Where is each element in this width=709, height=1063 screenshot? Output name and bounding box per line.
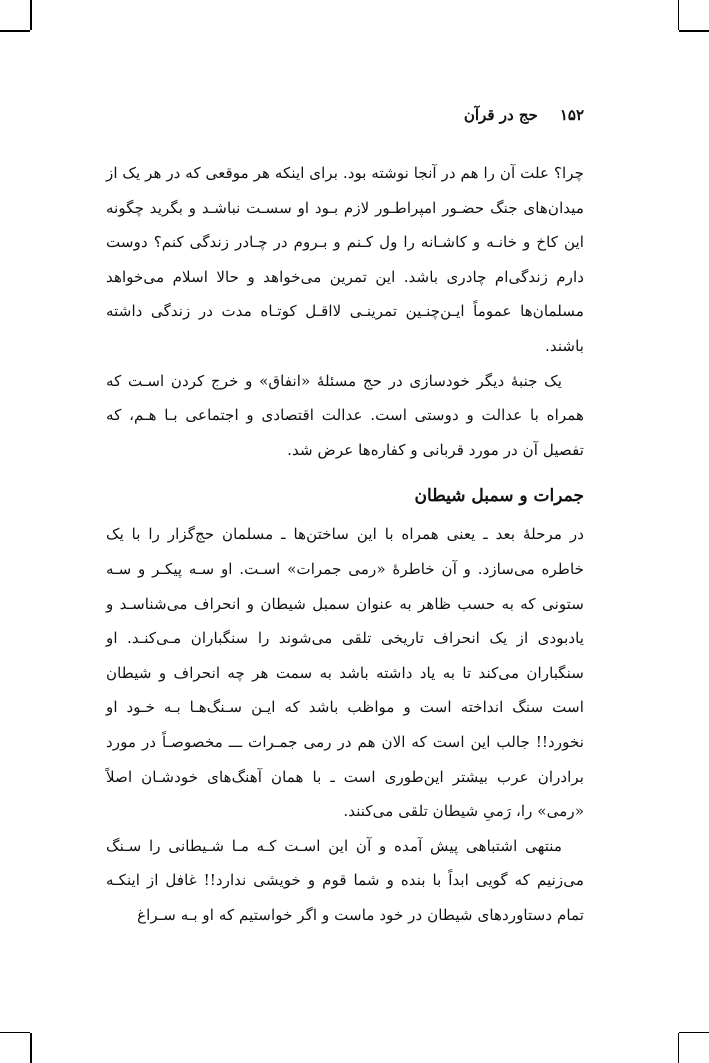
crop-mark-top-right-vertical [678, 0, 680, 30]
page-number: ۱۵۲ [559, 106, 584, 124]
book-title: حج در قرآن [463, 106, 538, 124]
running-head [106, 106, 584, 146]
crop-mark-bottom-left-horizontal [0, 1032, 30, 1034]
paragraph-opening: چرا؟ علت آن را هم در آنجا نوشته بود. برای اینکه هر موقعی که در هر یک از میدان‌های جنگ حضـور امپراطـور لازم بـود او سسـت نباشـد و بگرید چگونه این کاخ و خانـه و کاشـانه را ول کـنم و بـروم در چـادر زندگی کنم؟ دوست دارم زندگی‌ام چادری باشد. این تمرین می‌خواهد و حالا اسلام می‌خواهد مسلمان‌ها عموماً ایـن‌چنـین تمرینـی لااقـل کوتـاه مدت در زندگی داشته باشند. [106, 164, 584, 355]
section-heading: جمرات و سمبل شیطان [414, 486, 584, 507]
crop-mark-top-left-horizontal [0, 30, 30, 32]
paragraph-jamarat: در مرحلهٔ بعد ـ یعنی همراه با این ساختن‌ها ـ مسلمان حج‌گزار را با یک خاطره می‌سازد. و آن خاطرهٔ «رمی جمرات» اسـت. او سـه پیکـر و سـه ستونی که به حسب ظاهر به عنوان سمبل شیطان و انحراف می‌شناسـد و یادبودی از یک انحراف تاریخی تلقی می‌شوند را سنگباران مـی‌کنـد. او سنگباران می‌کند تا به یاد داشته باشد به سمت هر چه انحراف و شیطان است سنگ انداخته است و مواظب باشد که ایـن سـنگ‌هـا بـه خـود او نخورد!! جالب این است که الان هم در رمی جمـرات ـــ مخصوصـاً در مورد برادران عرب بیشتر این‌طوری است ـ با همان آهنگ‌های خودشـان اصلاً «رمی» را، رَمیِ شیطان تلقی می‌کنند. [106, 525, 584, 821]
book-page [106, 106, 584, 932]
crop-mark-bottom-left-vertical [30, 1033, 32, 1063]
paragraph-infaq: یک جنبهٔ دیگر خودسازی در حج مسئلهٔ «انفاق» و خرج کردن اسـت که همراه با عدالت و دوستی است. عدالت اقتصادی و اجتماعی بـا هـم، که تفصیل آن در مورد قربانی و کفاره‌ها عرض شد. [106, 371, 584, 459]
crop-mark-bottom-right-horizontal [679, 1032, 709, 1034]
crop-mark-bottom-right-vertical [678, 1033, 680, 1063]
paragraph-mistake: منتهی اشتباهی پیش آمده و آن این اسـت کـه مـا شـیطانی را سـنگ می‌زنیم که گویی ابداً با بنده و شما قوم و خویشی ندارد!! غافل از اینکـه تمام دستاوردهای شیطان در خود ماست و اگر خواستیم که او بـه سـراغ [106, 836, 584, 924]
crop-mark-top-right-horizontal [679, 30, 709, 32]
crop-mark-top-left-vertical [30, 0, 32, 30]
